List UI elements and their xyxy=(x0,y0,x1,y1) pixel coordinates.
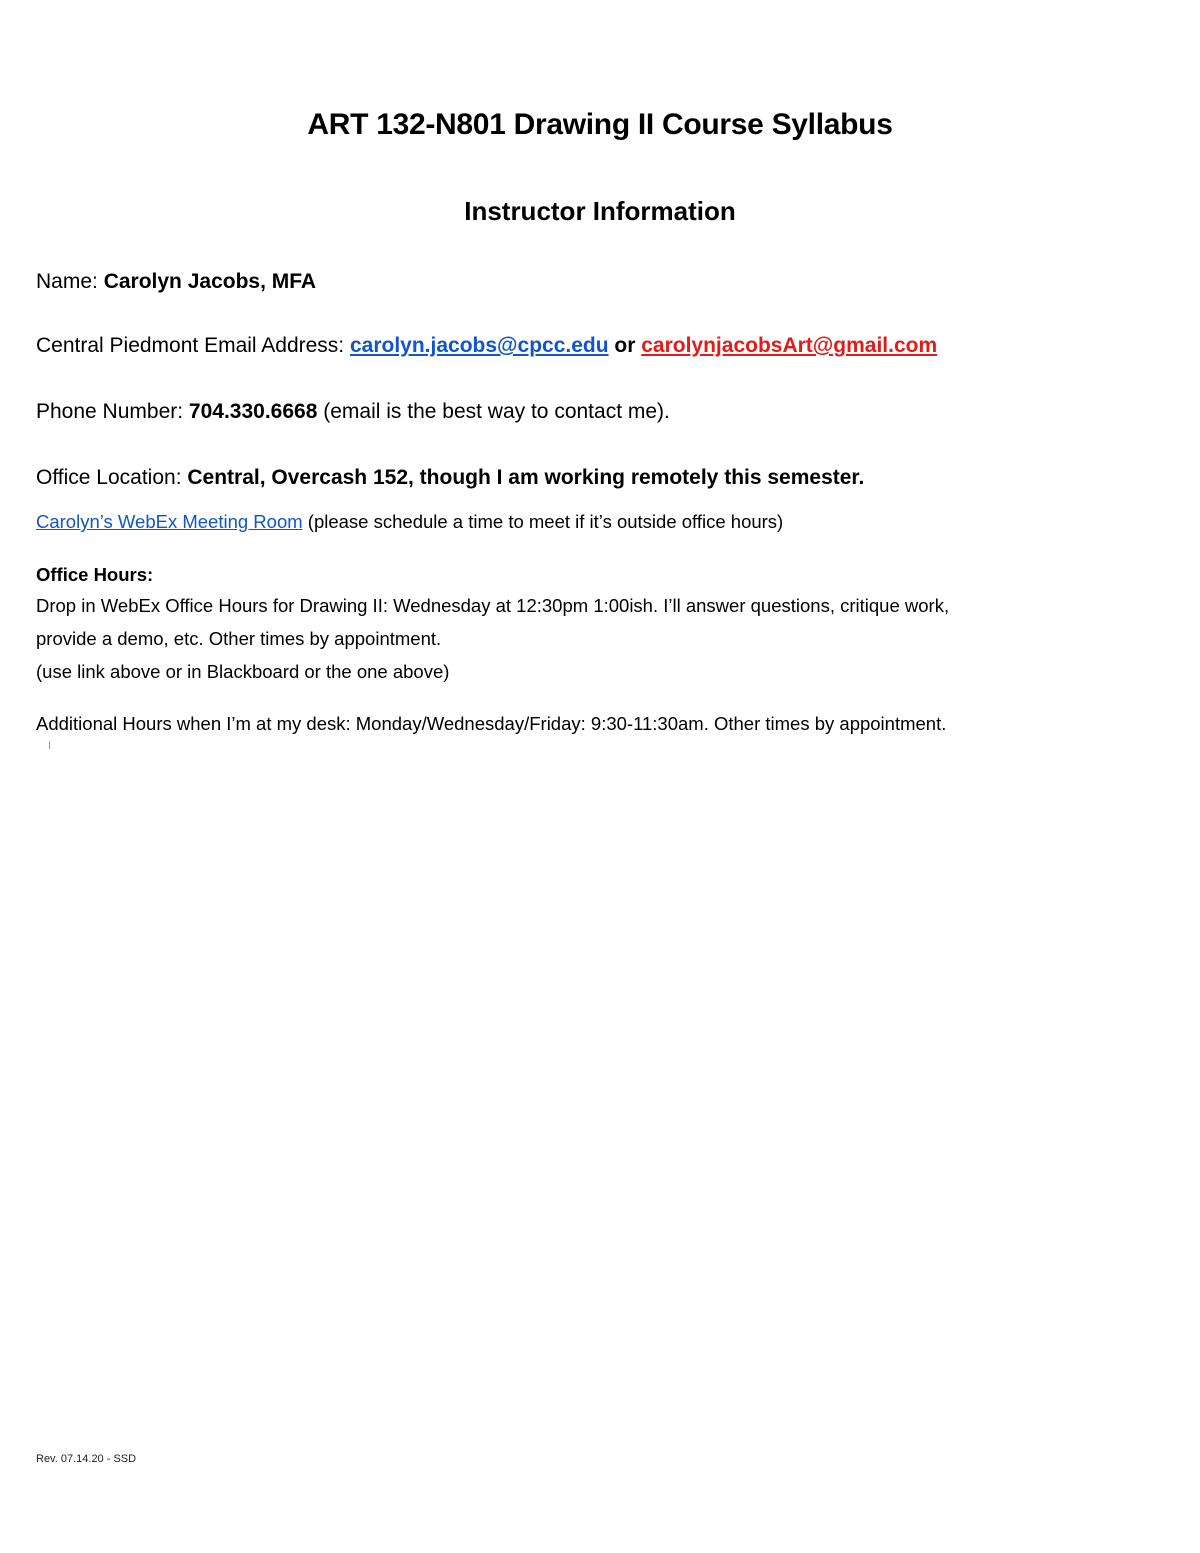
webex-note: (please schedule a time to meet if it’s outside office hours) xyxy=(302,511,784,532)
page-title: ART 132-N801 Drawing II Course Syllabus xyxy=(307,108,893,141)
phone-label: Phone Number: xyxy=(36,400,189,423)
office-location-line xyxy=(36,466,864,490)
text-cursor-mark xyxy=(49,741,50,749)
email-line xyxy=(36,334,937,358)
secondary-email-link[interactable]: carolynjacobsArt@gmail.com xyxy=(641,334,938,357)
email-label: Central Piedmont Email Address: xyxy=(36,334,350,357)
phone-value: 704.330.6668 xyxy=(188,400,318,423)
revision-footer: Rev. 07.14.20 - SSD xyxy=(36,1453,137,1465)
office-hours-line-2: provide a demo, etc. Other times by appointment. xyxy=(36,628,442,649)
office-location-value: Central, Overcash 152, though I am working remotely this semester. xyxy=(187,466,865,489)
name-value: Carolyn Jacobs, MFA xyxy=(103,270,317,293)
additional-hours-line: Additional Hours when I’m at my desk: Monday/Wednesday/Friday: 9:30-11:30am. Other times by appointment. xyxy=(36,713,947,734)
office-hours-line-1: Drop in WebEx Office Hours for Drawing II: Wednesday at 12:30pm 1:00ish. I’ll answer questions, critique work, xyxy=(36,595,950,616)
name-line xyxy=(36,270,316,294)
section-heading: Instructor Information xyxy=(464,196,736,226)
phone-note: (email is the best way to contact me). xyxy=(317,400,670,423)
webex-line xyxy=(36,511,783,533)
email-separator: or xyxy=(608,334,642,357)
office-hours-line-3: (use link above or in Blackboard or the one above) xyxy=(36,661,450,682)
primary-email-link[interactable]: carolyn.jacobs@cpcc.edu xyxy=(349,334,609,357)
phone-line xyxy=(36,400,670,424)
name-label: Name: xyxy=(36,270,104,293)
webex-meeting-link[interactable]: Carolyn’s WebEx Meeting Room xyxy=(36,511,303,532)
office-location-label: Office Location: xyxy=(36,466,188,489)
office-hours-heading: Office Hours: xyxy=(36,564,154,585)
